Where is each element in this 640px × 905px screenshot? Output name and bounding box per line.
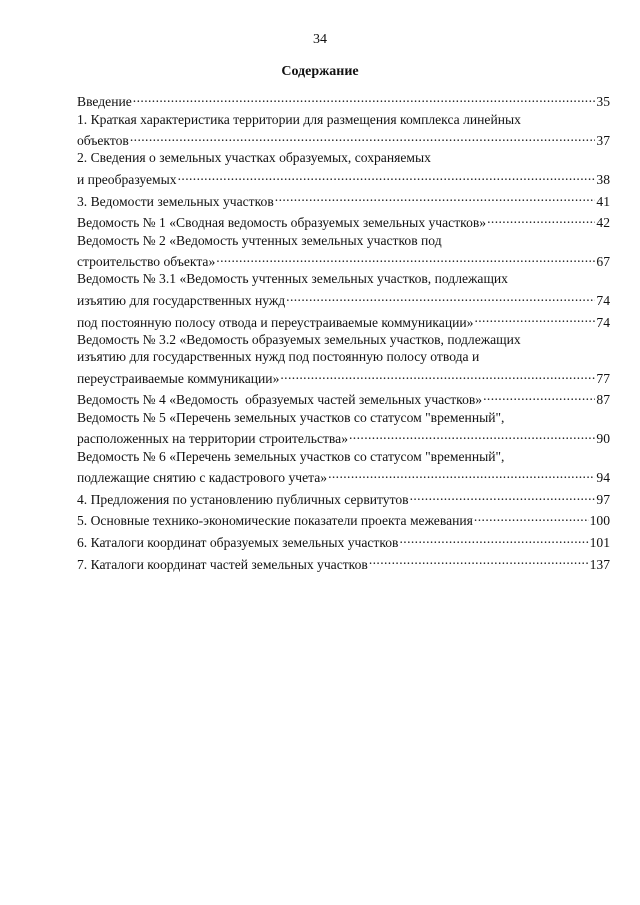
dot-leader (275, 188, 596, 205)
toc-entry[interactable] (77, 487, 610, 509)
toc-entry[interactable] (77, 448, 610, 487)
toc-entry[interactable] (77, 149, 610, 188)
toc-entry-text: Ведомость № 3.1 «Ведомость учтенных земельных участков, подлежащих (77, 271, 508, 287)
toc-entry-text: 2. Сведения о земельных участках образуемых, сохраняемых (77, 150, 431, 166)
toc-entry[interactable] (77, 188, 610, 210)
toc-page-number: 74 (596, 293, 610, 309)
toc-entry-text: переустраиваемые коммуникации» (77, 370, 280, 386)
toc-entry[interactable] (77, 551, 610, 573)
toc-page-number: 38 (596, 172, 610, 188)
toc-entry-text: 3. Ведомости земельных участков (77, 193, 274, 209)
toc-title: Содержание (281, 64, 359, 79)
toc-entry-text: объектов (77, 133, 129, 149)
dot-leader (130, 128, 596, 145)
toc-entry-text: Ведомость № 3.2 «Ведомость образуемых земельных участков, подлежащих (77, 331, 521, 347)
toc-page-number: 42 (596, 215, 610, 231)
toc-page-number: 77 (596, 370, 610, 386)
toc-page-number: 35 (596, 94, 610, 110)
toc-page-number: 67 (596, 254, 610, 270)
toc-entry-text: изъятию для государственных нужд (77, 293, 286, 309)
toc-entry-text: 7. Каталоги координат частей земельных участков (77, 556, 368, 572)
toc-entry-text: 5. Основные технико-экономические показатели проекта межевания (77, 513, 473, 529)
toc-page-number: 41 (596, 193, 610, 209)
toc-entry-text: изъятию для государственных нужд под постоянную полосу отвода и (77, 349, 480, 365)
toc-entry[interactable] (77, 309, 610, 331)
dot-leader (280, 366, 595, 383)
toc-page-number: 90 (596, 431, 610, 447)
toc-entry-text: 1. Краткая характеристика территории для размещения комплекса линейных (77, 111, 521, 127)
toc-page-number: 74 (596, 314, 610, 330)
toc-page-number: 100 (589, 513, 610, 529)
toc-entry-text: Ведомость № 1 «Сводная ведомость образуемых земельных участков» (77, 215, 487, 231)
page-number: 34 (313, 32, 327, 47)
dot-leader (178, 167, 596, 184)
toc-entry-text: Введение (77, 94, 132, 110)
table-of-contents (77, 89, 610, 573)
dot-leader (133, 89, 596, 106)
toc-entry[interactable] (77, 331, 610, 387)
dot-leader (349, 426, 595, 443)
dot-leader (487, 210, 595, 227)
toc-entry[interactable] (77, 210, 610, 232)
toc-page-number: 94 (596, 470, 610, 486)
toc-entry-text: Ведомость № 6 «Перечень земельных участков со статусом "временный", (77, 448, 505, 464)
dot-leader (399, 530, 588, 547)
toc-entry[interactable] (77, 89, 610, 111)
toc-entry[interactable] (77, 387, 610, 409)
toc-entry-text: под постоянную полосу отвода и переустраиваемые коммуникации» (77, 314, 474, 330)
toc-entry-text: и преобразуемых (77, 172, 177, 188)
dot-leader (474, 309, 595, 326)
toc-entry-text: подлежащие снятию с кадастрового учета» (77, 470, 328, 486)
toc-entry-text: 6. Каталоги координат образуемых земельных участков (77, 534, 399, 550)
dot-leader (369, 551, 589, 568)
toc-page-number: 97 (596, 491, 610, 507)
toc-entry-text: Ведомость № 5 «Перечень земельных участков со статусом "временный", (77, 409, 505, 425)
dot-leader (328, 465, 595, 482)
dot-leader (483, 387, 595, 404)
toc-entry[interactable] (77, 111, 610, 150)
dot-leader (410, 487, 596, 504)
toc-entry[interactable] (77, 409, 610, 448)
toc-entry-text: строительство объекта» (77, 254, 216, 270)
dot-leader (216, 249, 595, 266)
toc-page-number: 137 (589, 556, 610, 572)
toc-entry-text: расположенных на территории строительства» (77, 431, 348, 447)
dot-leader (474, 508, 589, 525)
toc-entry[interactable] (77, 508, 610, 530)
toc-page-number: 87 (596, 392, 610, 408)
toc-entry[interactable] (77, 270, 610, 309)
toc-entry-text: Ведомость № 2 «Ведомость учтенных земельных участков под (77, 232, 442, 248)
toc-entry[interactable] (77, 530, 610, 552)
dot-leader (286, 288, 595, 305)
toc-entry-text: Ведомость № 4 «Ведомость образуемых частей земельных участков» (77, 392, 483, 408)
toc-page-number: 37 (596, 133, 610, 149)
toc-entry[interactable] (77, 232, 610, 271)
toc-page-number: 101 (589, 534, 610, 550)
toc-entry-text: 4. Предложения по установлению публичных сервитутов (77, 491, 409, 507)
